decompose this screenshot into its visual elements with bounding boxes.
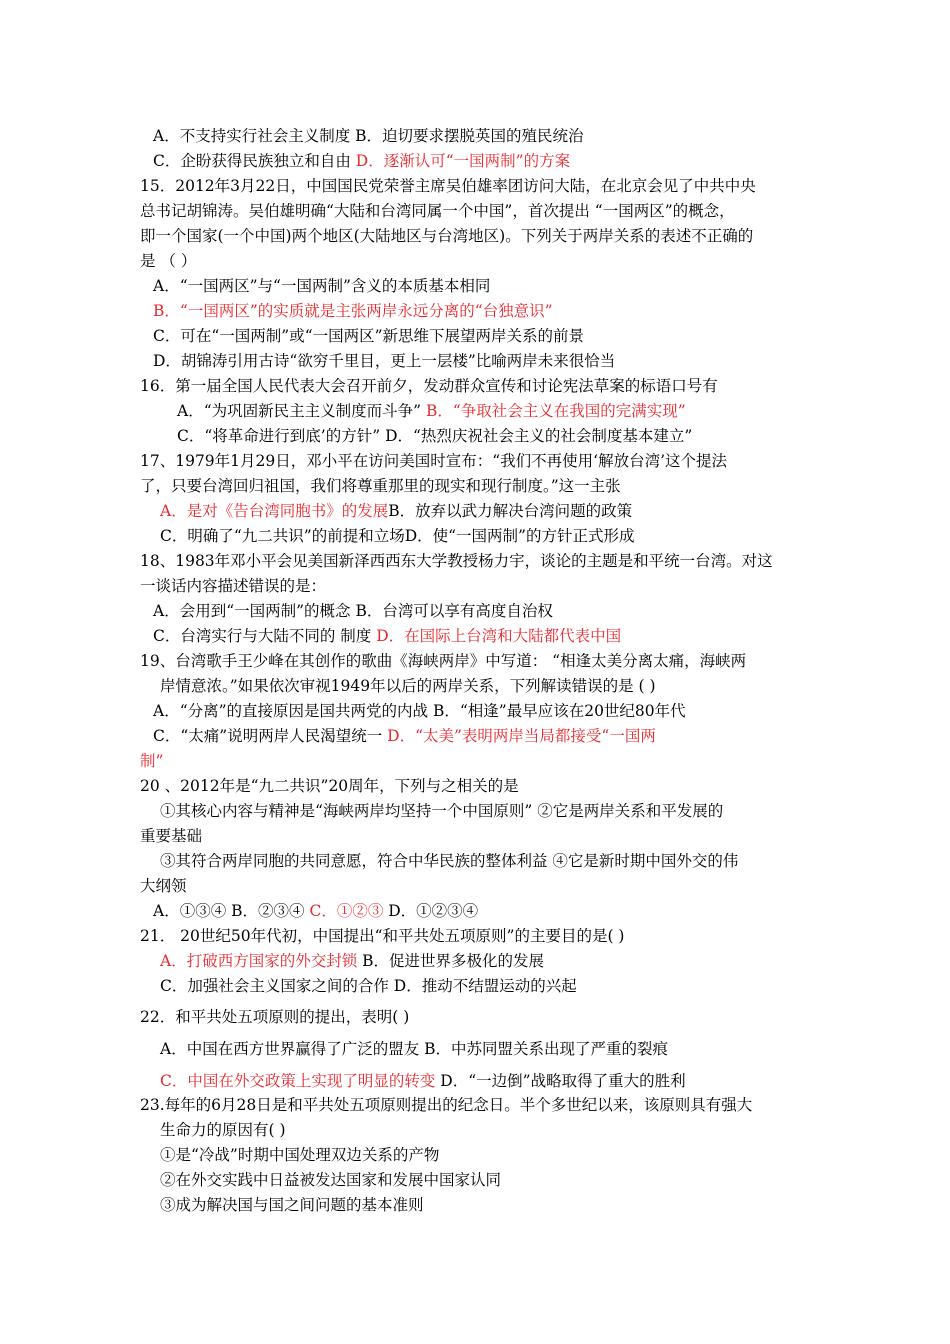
text-segment: 15．2012年3月22日，中国国民党荣誉主席吴伯雄率团访问大陆，在北京会见了中共中央 bbox=[140, 177, 756, 195]
q15-stem bbox=[140, 175, 756, 197]
text-segment: 是 （ ） bbox=[140, 252, 197, 270]
q22-option-line-cd bbox=[160, 1070, 686, 1092]
q15-option-c bbox=[153, 325, 584, 347]
text-segment: A．会用到“一国两制”的概念 B．台湾可以享有高度自治权 bbox=[153, 602, 553, 620]
text-segment: 即一个国家(一个中国)两个地区(大陆地区与台湾地区)。下列关于两岸关系的表述不正确的 bbox=[140, 227, 754, 245]
text-segment: 大纲领 bbox=[140, 877, 187, 895]
text-segment: ①其核心内容与精神是“海峡两岸均坚持一个中国原则” ②它是两岸关系和平发展的 bbox=[160, 802, 724, 820]
q20-stem bbox=[140, 775, 519, 797]
text-segment: 总书记胡锦涛。吴伯雄明确“大陆和台湾同属一个中国”，首次提出 “一国两区”的概念， bbox=[140, 202, 735, 220]
answer-highlight: B．“争取社会主义在我国的完满实现” bbox=[425, 402, 686, 420]
answer-highlight: B．“一国两区”的实质就是主张两岸永远分离的“台独意识” bbox=[153, 302, 553, 320]
q18-option-line-cd bbox=[153, 625, 621, 647]
q19-stem bbox=[160, 675, 656, 697]
text-segment: 重要基础 bbox=[140, 827, 203, 845]
text-segment: C．台湾实行与大陆不同的 制度 bbox=[153, 627, 377, 645]
q15-stem bbox=[140, 225, 753, 247]
text-segment: 岸情意浓。”如果依次审视1949年以后的两岸关系，下列解读错误的是 ( ) bbox=[160, 677, 656, 695]
q23-stem bbox=[160, 1119, 286, 1141]
q18-stem bbox=[140, 550, 773, 572]
text-segment: ③其符合两岸同胞的共同意愿，符合中华民族的整体利益 ④它是新时期中国外交的伟 bbox=[160, 852, 739, 870]
text-segment: A．“一国两区”与“一国两制”含义的本质基本相同 bbox=[153, 277, 491, 295]
text-segment: D．胡锦涛引用古诗“欲穷千里目，更上一层楼”比喻两岸未来很恰当 bbox=[153, 352, 616, 370]
q21-stem bbox=[140, 925, 624, 947]
q22-option-line-ab bbox=[160, 1038, 668, 1060]
q15-option-d bbox=[153, 350, 615, 372]
text-segment: 23.每年的6月28日是和平共处五项原则提出的纪念日。半个多世纪以来，该原则具有强大 bbox=[140, 1096, 753, 1114]
text-segment: A．“分离”的直接原因是国共两党的内战 B．“相逢”最早应该在20世纪80年代 bbox=[153, 702, 686, 720]
q14-option-line-ab bbox=[153, 125, 584, 147]
q15-option-a bbox=[153, 275, 490, 297]
q23-statement-2 bbox=[160, 1169, 501, 1191]
text-segment: C．可在“一国两制”或“一国两区”新思维下展望两岸关系的前景 bbox=[153, 327, 585, 345]
q16-option-line-cd bbox=[177, 425, 692, 447]
q17-option-line-cd bbox=[160, 525, 635, 547]
q19-stem bbox=[140, 650, 746, 672]
q16-option-line-ab bbox=[177, 400, 686, 422]
text-segment: A．“为巩固新民主主义制度而斗争” bbox=[177, 402, 426, 420]
q19-option-line-cd bbox=[153, 725, 656, 747]
answer-highlight: C．中国在外交政策上实现了明显的转变 bbox=[160, 1072, 436, 1090]
q20-statement-1-2 bbox=[160, 800, 723, 822]
q19-option-line-ab bbox=[153, 700, 686, 722]
q19-option-d-continued bbox=[140, 750, 163, 772]
q21-option-line-ab bbox=[160, 950, 544, 972]
answer-highlight: D．在国际上台湾和大陆都代表中国 bbox=[376, 627, 622, 645]
q16-stem bbox=[140, 375, 718, 397]
text-segment: 19、台湾歌手王少峰在其创作的歌曲《海峡两岸》中写道： “相逢太美分离太痛，海峡两 bbox=[140, 652, 747, 670]
q18-stem bbox=[140, 575, 326, 597]
text-segment: C．“太痛”说明两岸人民渴望统一 bbox=[153, 727, 388, 745]
q20-options bbox=[153, 900, 478, 922]
text-segment: 16．第一届全国人民代表大会召开前夕，发动群众宣传和讨论宪法草案的标语口号有 bbox=[140, 377, 718, 395]
text-segment: A．①③④ B．②③④ bbox=[153, 902, 310, 920]
text-segment: ①是“冷战”时期中国处理双边关系的产物 bbox=[160, 1146, 440, 1164]
text-segment: 17、1979年1月29日，邓小平在访问美国时宣布：“我们不再使用‘解放台湾’这个提法 bbox=[140, 452, 728, 470]
q17-option-line-ab bbox=[160, 500, 632, 522]
q20-statement-4-continued bbox=[140, 875, 187, 897]
q20-statement-2-continued bbox=[140, 825, 202, 847]
text-segment: D．①②③④ bbox=[383, 902, 479, 920]
answer-highlight: 制” bbox=[140, 752, 164, 770]
q15-option-b bbox=[153, 300, 553, 322]
text-segment: 21． 20世纪50年代初，中国提出“和平共处五项原则”的主要目的是( ) bbox=[140, 927, 625, 945]
q15-stem bbox=[140, 250, 196, 272]
q21-option-line-cd bbox=[160, 975, 577, 997]
answer-highlight: D．逐渐认可“一国两制”的方案 bbox=[355, 152, 571, 170]
text-segment: B．促进世界多极化的发展 bbox=[357, 952, 545, 970]
q15-stem bbox=[140, 200, 735, 222]
text-segment: C．企盼获得民族独立和自由 bbox=[153, 152, 356, 170]
text-segment: 了，只要台湾回归祖国，我们将尊重那里的现实和现行制度。”这一主张 bbox=[140, 477, 621, 495]
answer-highlight: A．打破西方国家的外交封锁 bbox=[160, 952, 358, 970]
text-segment: 20 、2012年是“九二共识”20周年，下列与之相关的是 bbox=[140, 777, 519, 795]
q14-option-line-cd bbox=[153, 150, 570, 172]
q22-stem bbox=[140, 1006, 409, 1028]
q20-statement-3-4 bbox=[160, 850, 738, 872]
text-segment: C．明确了“九二共识”的前提和立场D．使“一国两制”的方针正式形成 bbox=[160, 527, 635, 545]
q17-stem bbox=[140, 475, 621, 497]
answer-highlight: A．是对《告台湾同胞书》的发展 bbox=[160, 502, 389, 520]
q23-statement-3 bbox=[160, 1194, 424, 1216]
text-segment: 22．和平共处五项原则的提出，表明( ) bbox=[140, 1008, 410, 1026]
text-segment: ②在外交实践中日益被发达国家和发展中国家认同 bbox=[160, 1171, 502, 1189]
text-segment: B．放弃以武力解决台湾问题的政策 bbox=[388, 502, 633, 520]
q23-statement-1 bbox=[160, 1144, 439, 1166]
q17-stem bbox=[140, 450, 727, 472]
text-segment: D．“一边倒”战略取得了重大的胜利 bbox=[435, 1072, 686, 1090]
q18-option-line-ab bbox=[153, 600, 553, 622]
text-segment: C．“将革命进行到底’的方针” D．“热烈庆祝社会主义的社会制度基本建立” bbox=[177, 427, 693, 445]
answer-highlight: D．“太美”表明两岸当局都接受“一国两 bbox=[387, 727, 656, 745]
q23-stem bbox=[140, 1094, 752, 1116]
text-segment: A．中国在西方世界赢得了广泛的盟友 B．中苏同盟关系出现了严重的裂痕 bbox=[160, 1040, 669, 1058]
text-segment: C．加强社会主义国家之间的合作 D．推动不结盟运动的兴起 bbox=[160, 977, 577, 995]
text-segment: 生命力的原因有( ) bbox=[160, 1121, 286, 1139]
text-segment: 一谈话内容描述错误的是： bbox=[140, 577, 327, 595]
text-segment: ③成为解决国与国之间问题的基本准则 bbox=[160, 1196, 424, 1214]
answer-highlight: C．①②③ bbox=[309, 902, 384, 920]
text-segment: 18、1983年邓小平会见美国新泽西西东大学教授杨力宇，谈论的主题是和平统一台湾。对这 bbox=[140, 552, 773, 570]
text-segment: A．不支持实行社会主义制度 B．迫切要求摆脱英国的殖民统治 bbox=[153, 127, 584, 145]
